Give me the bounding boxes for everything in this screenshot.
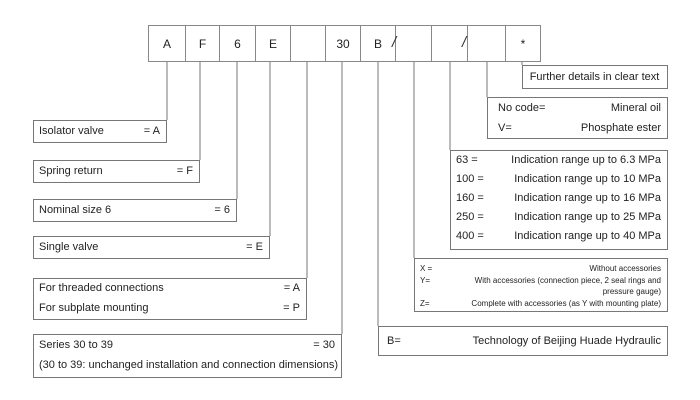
code-cell-2: F [185, 25, 219, 62]
spring-label: Spring return [39, 165, 103, 177]
accessories-box [414, 258, 668, 312]
range-code: 250 = [456, 211, 484, 223]
connections-box [33, 278, 307, 320]
series-box [33, 334, 342, 378]
code-top-border [148, 25, 540, 26]
further-details-text: Further details in clear text [529, 71, 660, 83]
series-note: (30 to 39: unchanged installation and connection dimensions) [39, 359, 339, 371]
indication-range-box [450, 150, 668, 250]
range-row [456, 230, 661, 242]
range-row [456, 173, 661, 185]
nominal-size-box [33, 199, 237, 222]
code-cell-6: 30 [325, 25, 360, 62]
range-value: Indication range up to 16 MPa [514, 192, 661, 204]
seal-material-box [487, 97, 668, 139]
range-row [456, 154, 661, 166]
isolator-label: Isolator valve [39, 125, 104, 137]
isolator-code: = A [143, 125, 160, 137]
separator-slash-2: / [462, 34, 467, 51]
range-code: 400 = [456, 230, 484, 242]
code-cell-12-divider [540, 25, 541, 62]
accessories-y-value-2: pressure gauge) [602, 287, 661, 296]
threaded-code: = A [283, 282, 300, 294]
series-label: Series 30 to 39 [39, 339, 113, 351]
subplate-code: = P [283, 302, 300, 314]
threaded-label: For threaded connections [39, 282, 164, 294]
code-cell-4: E [255, 25, 290, 62]
spring-code: = F [176, 165, 193, 177]
separator-slash-1: / [392, 34, 397, 51]
range-row [456, 211, 661, 223]
range-value: Indication range up to 10 MPa [514, 173, 661, 185]
code-cell-10 [467, 25, 505, 62]
code-cell-7: B [360, 25, 395, 62]
code-cell-1: A [148, 25, 185, 62]
accessories-y-code: Y= [420, 276, 431, 285]
code-cell-8 [395, 25, 431, 62]
nominal-label: Nominal size 6 [39, 204, 112, 216]
accessories-x-value: Without accessories [589, 264, 661, 273]
nominal-code: = 6 [214, 204, 230, 216]
accessories-y-value-1: With accessories (connection piece, 2 seal rings and [474, 276, 661, 285]
further-details-box [522, 65, 668, 89]
single-label: Single valve [39, 241, 99, 253]
code-cell-5 [290, 25, 325, 62]
subplate-label: For subplate mounting [39, 302, 149, 314]
range-value: Indication range up to 40 MPa [514, 230, 661, 242]
seal-value-1: Mineral oil [610, 102, 661, 114]
range-code: 63 = [456, 154, 478, 166]
seal-code-1: No code= [498, 102, 546, 114]
single-valve-box [33, 236, 270, 259]
seal-code-2: V= [498, 122, 512, 134]
range-code: 100 = [456, 173, 484, 185]
technology-box [378, 326, 668, 356]
range-code: 160 = [456, 192, 484, 204]
series-code: = 30 [313, 339, 335, 351]
single-code: = E [246, 241, 263, 253]
technology-value: Technology of Beijing Huade Hydraulic [472, 335, 661, 347]
code-cell-star: * [505, 25, 540, 62]
accessories-z-code: Z= [420, 299, 430, 308]
technology-code: B= [387, 335, 401, 347]
code-cell-3: 6 [219, 25, 255, 62]
range-row [456, 192, 661, 204]
accessories-x-code: X = [420, 264, 433, 273]
seal-value-2: Phosphate ester [580, 122, 661, 134]
isolator-valve-box [33, 120, 167, 143]
accessories-z-value: Complete with accessories (as Y with mounting plate) [471, 299, 661, 308]
range-value: Indication range up to 6.3 MPa [511, 154, 661, 166]
spring-return-box [33, 160, 200, 183]
range-value: Indication range up to 25 MPa [514, 211, 661, 223]
